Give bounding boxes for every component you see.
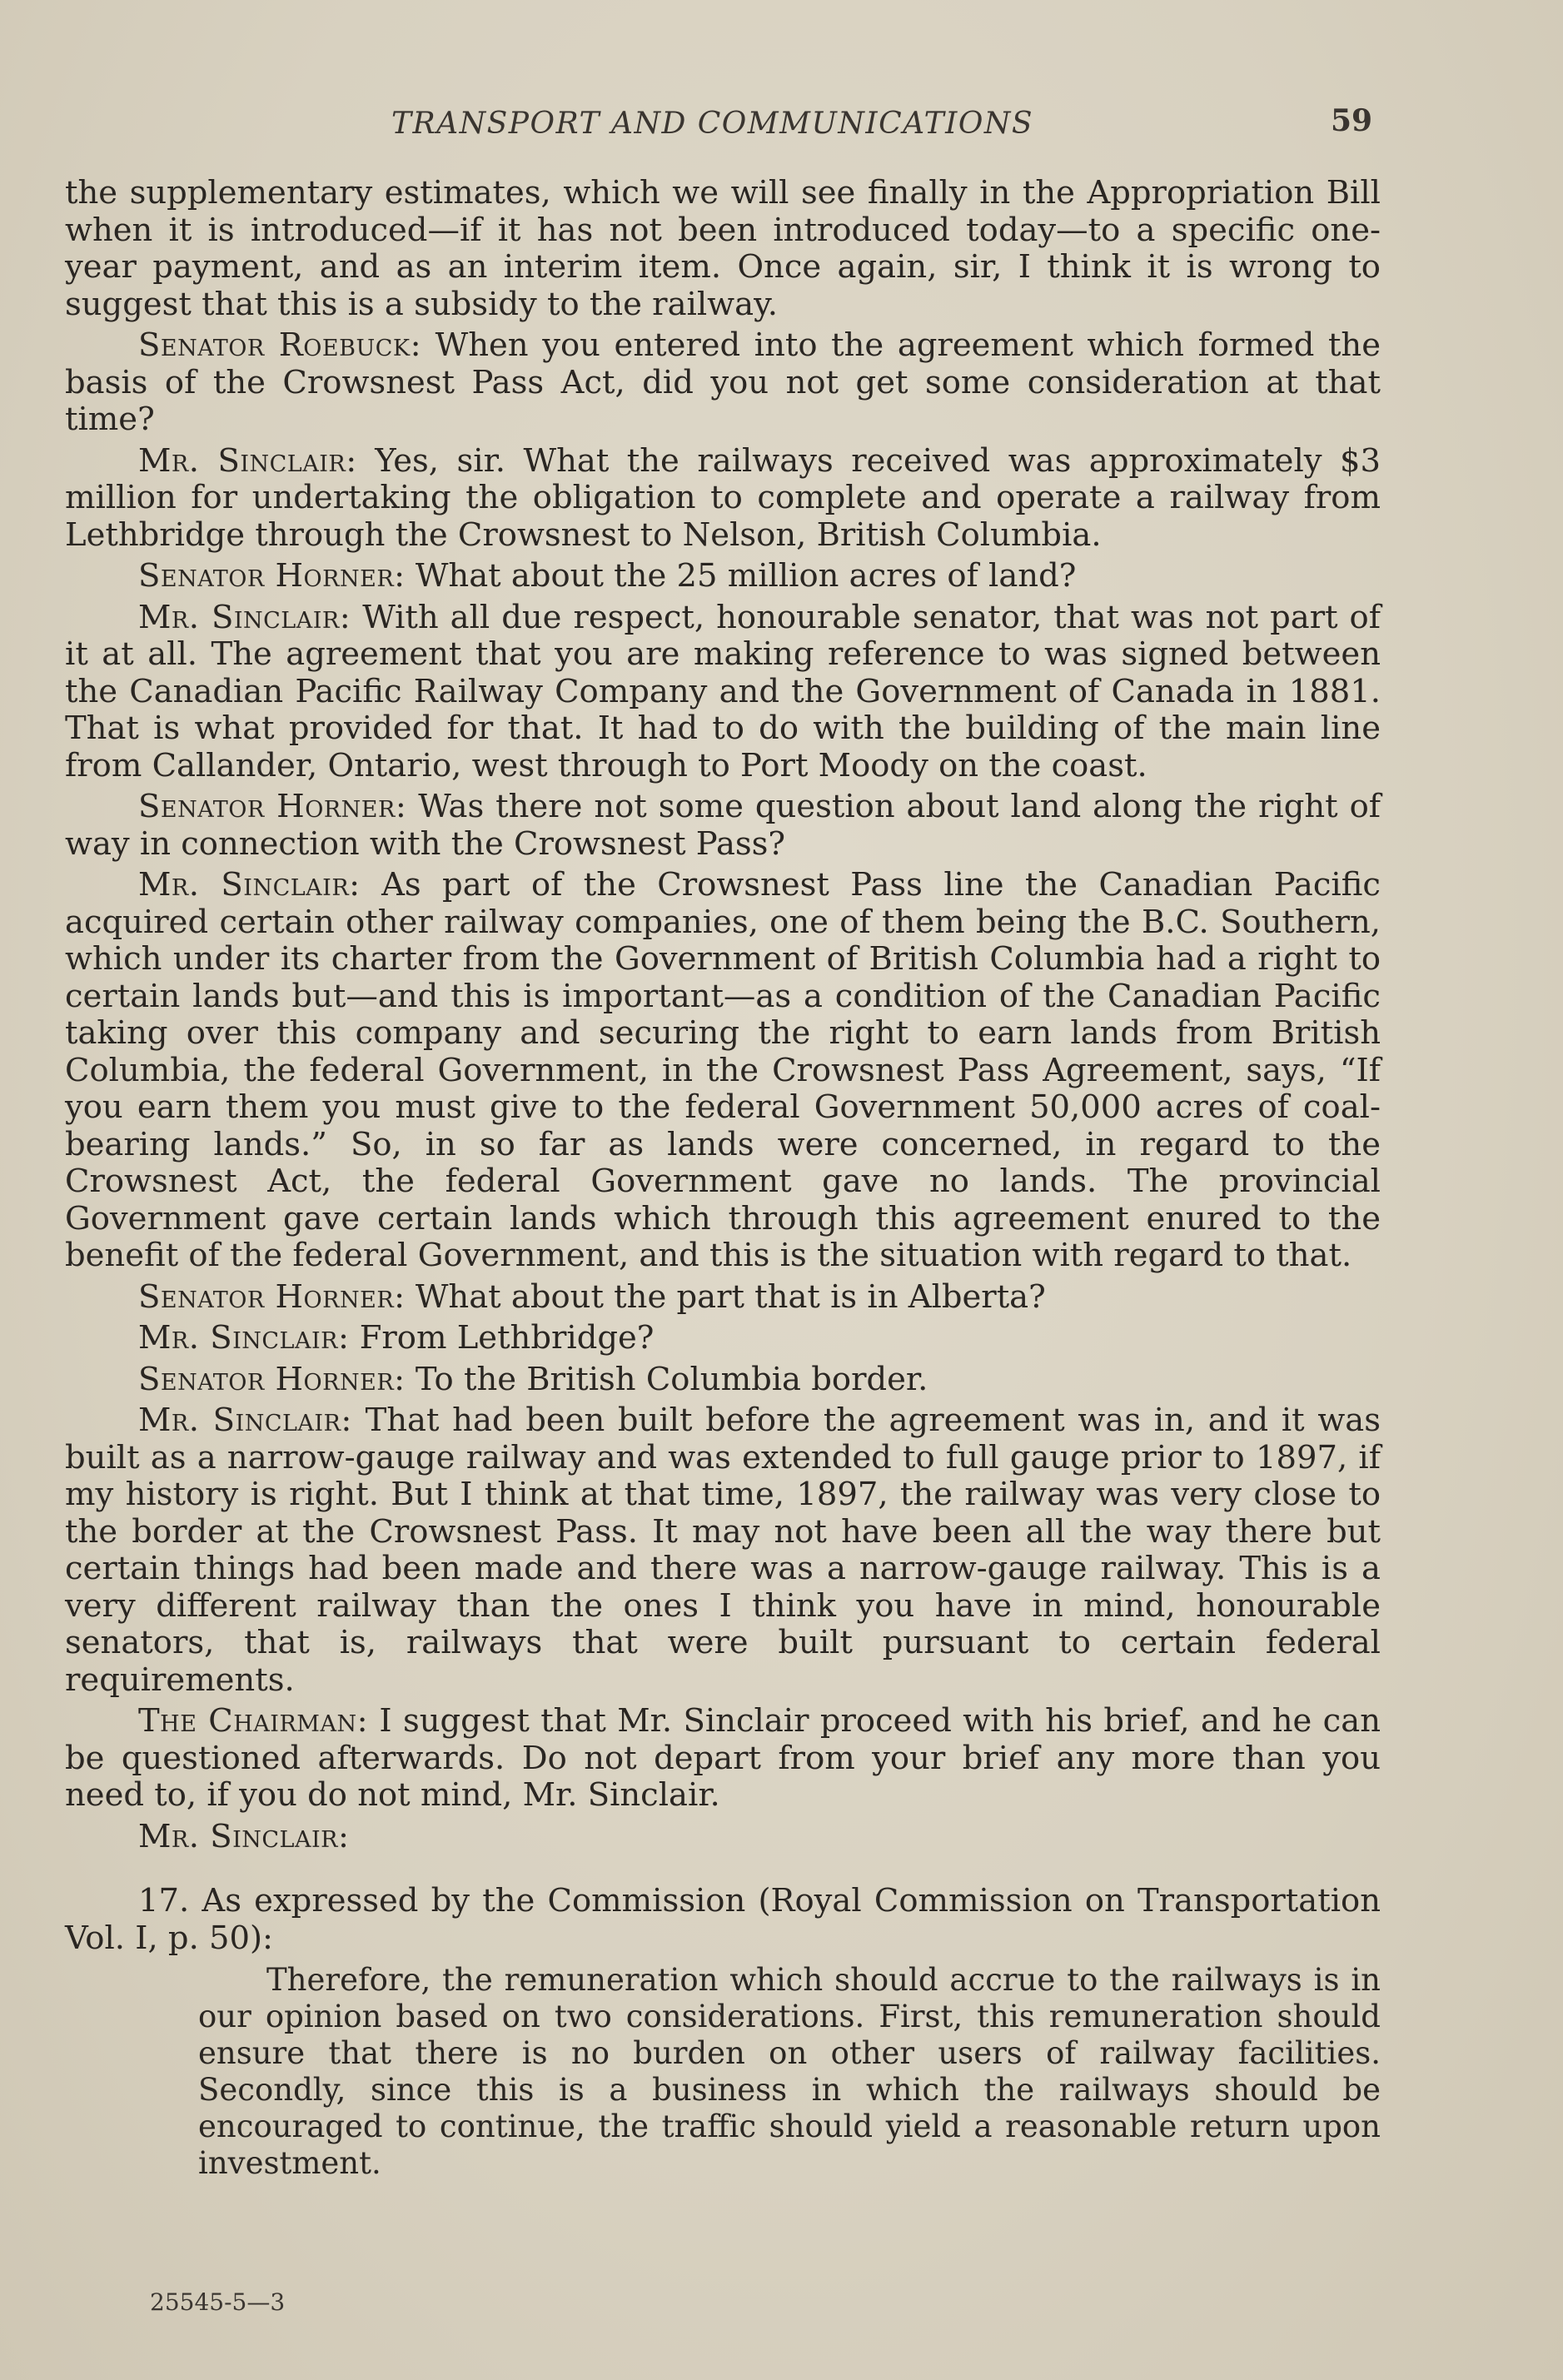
speaker-name: Senator Horner: bbox=[138, 557, 406, 595]
printer-signature: 25545-5—3 bbox=[150, 2288, 286, 2316]
speaker-name: Senator Horner: bbox=[138, 1277, 406, 1316]
paragraph-text: To the British Columbia border. bbox=[405, 1360, 928, 1398]
paragraph-text: From Lethbridge? bbox=[349, 1319, 655, 1357]
speaker-name: Mr. Sinclair: bbox=[138, 1402, 352, 1439]
paragraph-text: I suggest that Mr. Sinclair proceed with his brief, and he can be questioned afterwards. Do not depart from your brief any more than you need to, if you do not mind, Mr. Sinclair. bbox=[65, 1702, 1381, 1814]
paragraph-text: When you entered into the agreement which formed the basis of the Crowsnest Pass Act, did you not get some consideration at that time? bbox=[65, 326, 1381, 438]
speaker-name: Mr. Sinclair: bbox=[138, 866, 361, 904]
paragraph-6 bbox=[65, 789, 1381, 863]
paragraph-5 bbox=[65, 600, 1381, 785]
speaker-name: Mr. Sinclair: bbox=[138, 598, 351, 636]
paragraph-2 bbox=[65, 327, 1381, 439]
paragraph-13 bbox=[65, 1819, 1381, 1856]
speaker-name: Senator Horner: bbox=[138, 788, 407, 825]
paragraph-7 bbox=[65, 867, 1381, 1275]
paragraph-text: As part of the Crowsnest Pass line the Canadian Pacific acquired certain other railway companies, one of them being the B.C. Southern, which under its charter from the Government of British Columbia had a right to certain lands but—and this is important—as a condition of the Canadian Pacific taking over this company and securing the right to earn lands from British Columbia, the federal Government, in the Crowsnest Pass Agreement, says, “If you earn them you must give to the federal Government 50,000 acres of coal-bearing lands.” So, in so far as lands were concerned, in regard to the Crowsnest Act, the federal Government gave no lands. The provincial Government gave certain lands which through this agreement enured to the benefit of the federal Government, and this is the situation with regard to that. bbox=[65, 866, 1381, 1274]
paragraph-text: 17. As expressed by the Commission (Royal Commission on Transportation Vol. I, p. 50): bbox=[65, 1882, 1381, 1957]
paragraph-9 bbox=[65, 1320, 1381, 1357]
speaker-name: The Chairman: bbox=[138, 1702, 369, 1740]
paragraph-text: Yes, sir. What the railways received was approximately $3 million for undertaking the obligation to complete and operate a railway from Lethbridge through the Crowsnest to Nelson, British Columbia. bbox=[65, 441, 1381, 554]
block-quote: Therefore, the remuneration which should accrue to the railways is in our opinion based on two considerations. First, this remuneration should ensure that there is no burden on other users of railway facilities. Secondly, since this is a business in which the railways should be encouraged to continue, the traffic should yield a reasonable return upon investment. bbox=[198, 1962, 1381, 2181]
paragraph-text: That had been built before the agreement was in, and it was built as a narrow-gauge railway and was extended to full gauge prior to 1897, if my history is right. But I think at that time, 1897, the railway was very close to the border at the Crowsnest Pass. It may not have been all the way there but certain things had been made and there was a narrow-gauge railway. This is a very different railway than the ones I think you have in mind, honourable senators, that is, railways that were built pursuant to certain federal requirements. bbox=[65, 1402, 1381, 1699]
speaker-name: Mr. Sinclair: bbox=[138, 441, 357, 480]
paragraph-3 bbox=[65, 443, 1381, 555]
speaker-name: Mr. Sinclair: bbox=[138, 1319, 350, 1357]
paragraph-text: the supplementary estimates, which we will see finally in the Appropriation Bill when it is introduced—if it has not been introduced today—to a specific one-year payment, and as an interim item. Once again, sir, I think it is wrong to suggest that this is a subsidy to the railway. bbox=[65, 174, 1381, 323]
paragraph-10 bbox=[65, 1362, 1381, 1399]
body-text bbox=[65, 175, 1381, 2182]
speaker-name: Mr. Sinclair: bbox=[138, 1817, 350, 1855]
paragraph-text: What about the 25 million acres of land? bbox=[405, 557, 1077, 595]
speaker-name: Senator Horner: bbox=[138, 1360, 406, 1398]
running-title: TRANSPORT AND COMMUNICATIONS bbox=[391, 107, 1034, 141]
paragraph-text: Was there not some question about land along the right of way in connection with the Crowsnest Pass? bbox=[65, 788, 1381, 863]
paragraph-1 bbox=[65, 175, 1381, 323]
spacer bbox=[65, 1860, 1381, 1883]
page-number: 59 bbox=[1331, 103, 1373, 138]
paragraph-8 bbox=[65, 1279, 1381, 1317]
paragraph-14 bbox=[65, 1883, 1381, 1957]
paragraph-4 bbox=[65, 558, 1381, 595]
paragraph-text: What about the part that is in Alberta? bbox=[405, 1277, 1046, 1316]
paragraph-12 bbox=[65, 1703, 1381, 1815]
paragraph-text: With all due respect, honourable senator, that was not part of it at all. The agreement that you are making reference to was signed between the Canadian Pacific Railway Company and the Government of Canada in 1881. That is what provided for that. It had to do with the building of the main line from Callander, Ontario, west through to Port Moody on the coast. bbox=[65, 598, 1381, 784]
speaker-name: Senator Roebuck: bbox=[138, 326, 422, 364]
paragraph-11 bbox=[65, 1402, 1381, 1699]
